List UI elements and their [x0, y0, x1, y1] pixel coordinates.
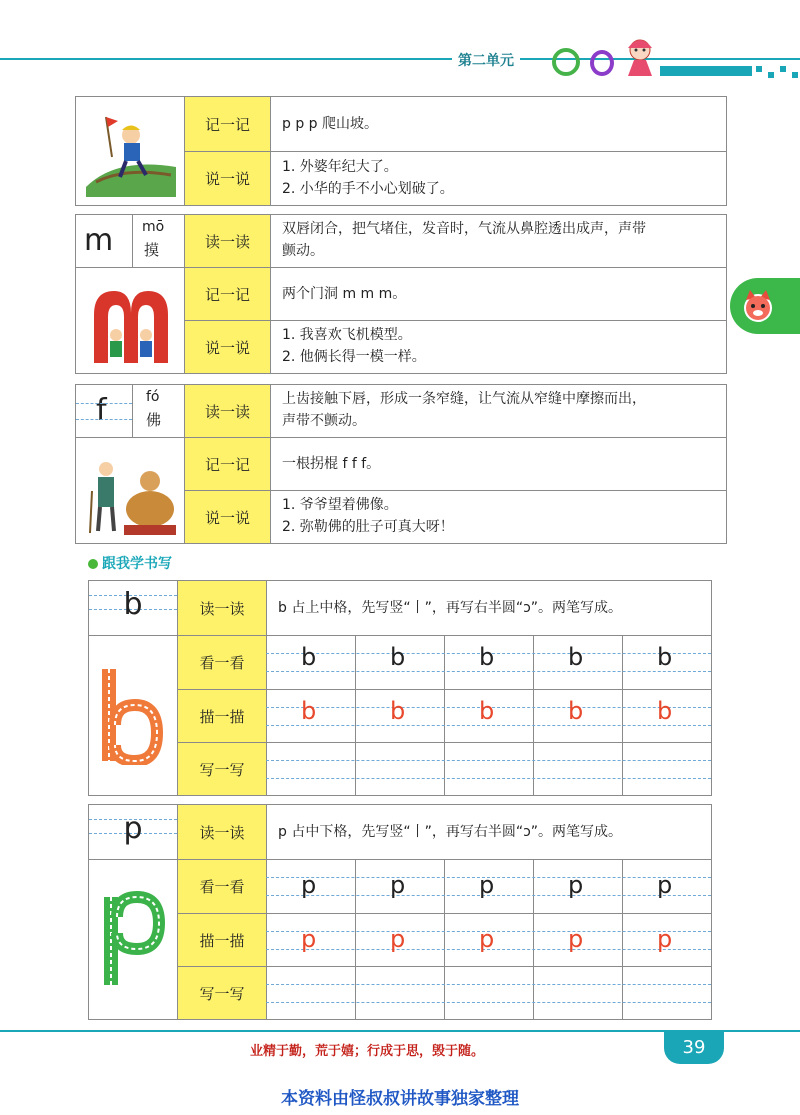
speak-text — [270, 491, 726, 543]
sample-letter: b — [479, 643, 495, 671]
read-text — [270, 385, 726, 437]
letter-b: b — [123, 587, 143, 622]
checker-square — [756, 66, 762, 72]
row-label: 描一描 — [178, 690, 266, 742]
big-p-stroke-icon — [101, 889, 165, 989]
section-title-text: 跟我学书写 — [102, 556, 172, 572]
memorize-text: 两个门洞 m m m。 — [282, 286, 407, 302]
guide-line — [76, 419, 132, 420]
header-teal-bar — [660, 66, 752, 76]
guide-line — [266, 671, 711, 672]
sentence: 2. 他俩长得一模一样。 — [282, 349, 426, 365]
section-title — [88, 553, 172, 573]
sentence: 1. 爷爷望着佛像。 — [282, 497, 398, 513]
row-label: 看一看 — [178, 860, 266, 913]
block-m-table — [75, 214, 727, 374]
writing-p-table — [88, 804, 712, 1020]
row-label: 记一记 — [185, 268, 270, 320]
sentence: 2. 弥勒佛的肚子可真大呀！ — [282, 519, 454, 535]
header-rule — [0, 58, 800, 60]
row-label: 记一记 — [185, 97, 270, 151]
sample-letter: b — [568, 643, 584, 671]
hanzi-fo: 佛 — [146, 411, 162, 429]
climbing-boy-illustration — [76, 97, 184, 205]
speak-text — [270, 152, 726, 205]
guide-line — [76, 403, 132, 404]
purple-ring-icon — [590, 50, 614, 76]
guide-line — [266, 725, 711, 726]
row-label: 写一写 — [178, 743, 266, 795]
letter-f: f — [96, 393, 107, 428]
big-b-stroke-icon — [101, 665, 165, 765]
trace-letter[interactable]: p — [390, 925, 406, 953]
sentence: 1. 我喜欢飞机模型。 — [282, 327, 412, 343]
trace-letter[interactable]: p — [301, 925, 317, 953]
divider — [132, 385, 133, 437]
mascot-girl-icon — [618, 34, 662, 78]
row-label: 看一看 — [178, 636, 266, 689]
trace-letter[interactable]: b — [568, 697, 584, 725]
row-label: 读一读 — [185, 385, 270, 437]
hanzi-mo: 摸 — [144, 241, 160, 259]
sample-letter: p — [479, 871, 495, 899]
trace-letter[interactable]: b — [657, 697, 673, 725]
unit-title: 第二单元 — [452, 50, 520, 70]
cat-face-icon — [738, 286, 778, 326]
write-area[interactable] — [267, 967, 711, 1019]
write-area[interactable] — [267, 743, 711, 795]
row-label: 说一说 — [185, 152, 270, 205]
writing-b-table — [88, 580, 712, 796]
letter-p: p — [123, 811, 143, 846]
sample-letter: b — [301, 643, 317, 671]
sample-letter: b — [657, 643, 673, 671]
trace-letter[interactable]: b — [479, 697, 495, 725]
trace-letter[interactable]: b — [301, 697, 317, 725]
row-label: 读一读 — [185, 215, 270, 267]
divider — [270, 385, 271, 543]
row-label: 读一读 — [178, 805, 266, 859]
row-label: 记一记 — [185, 438, 270, 490]
trace-letter[interactable]: p — [479, 925, 495, 953]
pinyin-fo: fó — [146, 389, 160, 405]
read-text: b 占上中格，先写竖“丨”，再写右半圆“ɔ”。两笔写成。 — [278, 600, 623, 616]
divider — [270, 215, 271, 373]
trace-letter[interactable]: p — [657, 925, 673, 953]
row-label: 说一说 — [185, 491, 270, 543]
divider — [270, 97, 271, 205]
sample-letter: b — [390, 643, 406, 671]
text-line: 颤动。 — [282, 243, 324, 259]
door-arch-illustration — [88, 285, 174, 365]
grandpa-buddha-illustration — [84, 451, 180, 539]
sample-letter: p — [390, 871, 406, 899]
divider — [76, 437, 184, 438]
sample-letter: p — [301, 871, 317, 899]
credit-line: 本资料由怪叔叔讲故事独家整理 — [281, 1089, 519, 1109]
read-text: p 占中下格，先写竖“丨”，再写右半圆“ɔ”。两笔写成。 — [278, 824, 623, 840]
letter-m: m — [84, 223, 114, 258]
block-p-table — [75, 96, 727, 206]
row-label: 写一写 — [178, 967, 266, 1019]
row-label: 描一描 — [178, 914, 266, 966]
trace-letter[interactable]: b — [390, 697, 406, 725]
side-tab — [730, 278, 800, 334]
divider — [132, 215, 133, 267]
block-f-table — [75, 384, 727, 544]
motto: 业精于勤，荒于嬉；行成于思，毁于随。 — [250, 1044, 485, 1059]
green-dot-icon — [88, 559, 98, 569]
text-line: 上齿接触下唇，形成一条窄缝，让气流从窄缝中摩擦而出， — [282, 391, 646, 407]
checker-square — [768, 72, 774, 78]
row-label: 说一说 — [185, 321, 270, 373]
read-text — [270, 215, 726, 267]
memorize-text: 一根拐棍 f f f。 — [282, 456, 381, 472]
page-number: 39 — [664, 1030, 724, 1064]
checker-square — [780, 66, 786, 72]
text-line: 双唇闭合，把气堵住，发音时，气流从鼻腔透出成声，声带 — [282, 221, 646, 237]
sentence: 2. 小华的手不小心划破了。 — [282, 181, 454, 197]
sample-letter: p — [657, 871, 673, 899]
sentence: 1. 外婆年纪大了。 — [282, 159, 398, 175]
trace-letter[interactable]: p — [568, 925, 584, 953]
text-line: 声带不颤动。 — [282, 413, 366, 429]
pinyin-mo: mō — [142, 219, 165, 235]
checker-square — [792, 72, 798, 78]
green-ring-icon — [552, 48, 580, 76]
sample-letter: p — [568, 871, 584, 899]
speak-text — [270, 321, 726, 373]
memorize-text: p p p 爬山坡。 — [282, 116, 379, 132]
row-label: 读一读 — [178, 581, 266, 635]
divider — [76, 267, 184, 268]
